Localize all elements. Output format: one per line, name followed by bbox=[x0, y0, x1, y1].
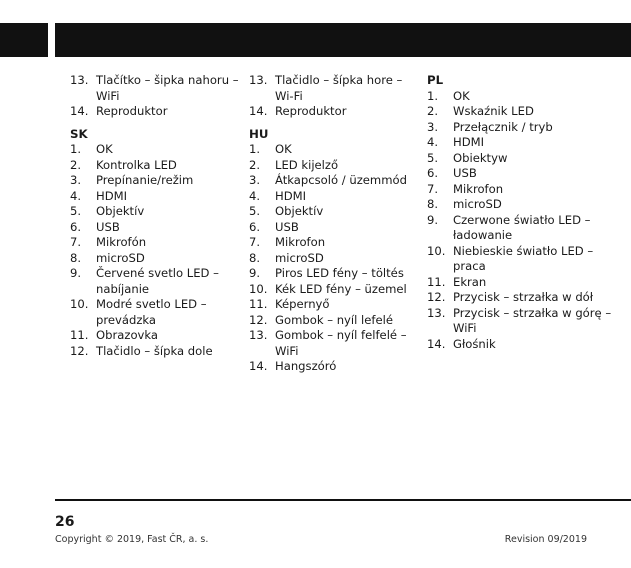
item-number: 9. bbox=[70, 266, 82, 280]
list-item bbox=[427, 89, 627, 105]
item-text: Piros LED fény – töltés bbox=[275, 266, 404, 280]
list-item bbox=[70, 158, 240, 174]
item-number: 2. bbox=[427, 104, 439, 118]
item-text: Prepínanie/režim bbox=[96, 173, 194, 187]
item-number: 6. bbox=[70, 219, 82, 234]
list-item bbox=[70, 266, 240, 297]
list-item bbox=[249, 297, 419, 313]
item-number: 3. bbox=[427, 119, 439, 134]
item-number: 1. bbox=[70, 142, 82, 156]
item-text: Mikrofon bbox=[453, 181, 504, 196]
item-number: 11. bbox=[427, 274, 446, 289]
item-text: USB bbox=[96, 219, 120, 234]
item-number: 1. bbox=[427, 88, 439, 103]
item-text: USB bbox=[453, 166, 477, 180]
list-item bbox=[70, 73, 240, 104]
item-number: 6. bbox=[427, 166, 439, 180]
item-text: Obiektyw bbox=[453, 150, 508, 165]
item-number: 8. bbox=[427, 197, 439, 211]
list-item bbox=[427, 306, 627, 337]
item-number: 3. bbox=[249, 173, 261, 187]
item-text: OK bbox=[96, 142, 113, 156]
item-text: Tlačidlo – šípka hore – Wi-Fi bbox=[275, 73, 403, 103]
list-item bbox=[427, 290, 627, 306]
item-number: 4. bbox=[427, 135, 439, 149]
item-text: Reproduktor bbox=[275, 104, 347, 118]
list-item bbox=[249, 282, 419, 298]
list-item bbox=[249, 104, 419, 120]
header-bar bbox=[55, 23, 631, 57]
item-text: Mikrofón bbox=[96, 235, 147, 249]
list-item bbox=[70, 189, 240, 205]
list-item bbox=[70, 104, 240, 120]
item-number: 12. bbox=[427, 290, 446, 304]
header-bar-left bbox=[0, 23, 48, 57]
list-item bbox=[427, 151, 627, 167]
list-item bbox=[249, 266, 419, 282]
item-text: microSD bbox=[275, 250, 324, 265]
item-text: Tlačítko – šipka nahoru – WiFi bbox=[96, 73, 239, 103]
list-item bbox=[70, 204, 240, 220]
item-number: 14. bbox=[70, 104, 89, 118]
item-number: 4. bbox=[249, 188, 261, 203]
item-number: 13. bbox=[70, 73, 89, 87]
list-item bbox=[70, 235, 240, 251]
item-number: 10. bbox=[70, 297, 89, 311]
list-item bbox=[427, 166, 627, 182]
item-text: Obrazovka bbox=[96, 328, 159, 342]
item-number: 8. bbox=[70, 250, 82, 265]
item-text: Átkapcsoló / üzemmód bbox=[275, 173, 407, 187]
item-number: 4. bbox=[70, 188, 82, 203]
item-text: Objektív bbox=[96, 204, 145, 218]
item-number: 13. bbox=[249, 73, 268, 87]
item-text: Reproduktor bbox=[96, 104, 168, 118]
list-item bbox=[427, 120, 627, 136]
item-text: Gombok – nyíl lefelé bbox=[275, 312, 393, 327]
list-item bbox=[249, 204, 419, 220]
item-number: 6. bbox=[249, 219, 261, 234]
item-number: 1. bbox=[249, 142, 261, 156]
item-text: OK bbox=[453, 88, 470, 103]
list-item bbox=[427, 337, 627, 353]
item-number: 10. bbox=[427, 243, 446, 258]
item-number: 13. bbox=[427, 305, 446, 320]
item-number: 5. bbox=[70, 204, 82, 218]
item-text: Czerwone światło LED – ładowanie bbox=[453, 212, 591, 242]
item-number: 3. bbox=[70, 173, 82, 187]
list-item bbox=[70, 297, 240, 328]
list-item bbox=[427, 197, 627, 213]
list-item bbox=[249, 313, 419, 329]
item-number: 14. bbox=[249, 104, 268, 118]
revision-text: Revision 09/2019 bbox=[504, 534, 587, 545]
item-text: HDMI bbox=[96, 188, 128, 203]
item-number: 7. bbox=[249, 235, 261, 249]
item-number: 7. bbox=[70, 235, 82, 249]
list-item bbox=[249, 328, 419, 359]
item-text: LED kijelző bbox=[275, 157, 339, 172]
item-text: Mikrofon bbox=[275, 235, 326, 249]
list-item bbox=[249, 73, 419, 104]
list-item bbox=[70, 173, 240, 189]
item-number: 2. bbox=[70, 157, 82, 172]
item-number: 7. bbox=[427, 181, 439, 196]
item-text: Képernyő bbox=[275, 297, 330, 311]
list-item bbox=[70, 220, 240, 236]
copyright-text: Copyright © 2019, Fast ČR, a. s. bbox=[55, 534, 209, 545]
list-item bbox=[249, 189, 419, 205]
item-number: 13. bbox=[249, 328, 268, 342]
item-text: Niebieskie światło LED – praca bbox=[453, 243, 594, 273]
item-text: Przełącznik / tryb bbox=[453, 119, 553, 134]
item-text: HDMI bbox=[275, 188, 307, 203]
item-number: 10. bbox=[249, 281, 268, 296]
item-number: 5. bbox=[249, 204, 261, 218]
item-text: USB bbox=[275, 219, 299, 234]
item-text: Objektív bbox=[275, 204, 324, 218]
list-item bbox=[70, 251, 240, 267]
item-number: 12. bbox=[70, 343, 89, 358]
section-heading-hu: HU bbox=[249, 126, 269, 141]
item-text: Przycisk – strzałka w dół bbox=[453, 290, 594, 304]
list-item bbox=[249, 158, 419, 174]
list-item bbox=[249, 220, 419, 236]
item-text: Kék LED fény – üzemel bbox=[275, 281, 407, 296]
item-text: microSD bbox=[453, 197, 502, 211]
list-item bbox=[249, 235, 419, 251]
item-number: 5. bbox=[427, 150, 439, 165]
list-item bbox=[427, 275, 627, 291]
list-item bbox=[249, 359, 419, 375]
item-text: Gombok – nyíl felfelé – WiFi bbox=[275, 328, 407, 358]
list-item bbox=[427, 244, 627, 275]
item-number: 11. bbox=[249, 297, 268, 311]
list-item bbox=[249, 173, 419, 189]
item-number: 2. bbox=[249, 157, 261, 172]
item-text: Červené svetlo LED – nabíjanie bbox=[96, 266, 219, 296]
item-text: Przycisk – strzałka w górę – WiFi bbox=[453, 305, 612, 335]
item-number: 9. bbox=[249, 266, 261, 280]
footer-divider bbox=[55, 499, 631, 501]
list-item bbox=[427, 104, 627, 120]
item-number: 12. bbox=[249, 312, 268, 327]
item-text: HDMI bbox=[453, 135, 485, 149]
list-item bbox=[70, 328, 240, 344]
item-number: 8. bbox=[249, 250, 261, 265]
item-number: 14. bbox=[249, 359, 268, 373]
item-text: Głośnik bbox=[453, 336, 496, 351]
list-item bbox=[70, 142, 240, 158]
item-number: 14. bbox=[427, 336, 446, 351]
section-heading-pl: PL bbox=[427, 73, 444, 87]
list-item bbox=[249, 251, 419, 267]
item-number: 9. bbox=[427, 212, 439, 227]
item-number: 11. bbox=[70, 328, 89, 342]
list-item bbox=[427, 182, 627, 198]
column-3 bbox=[427, 73, 627, 352]
item-text: Modré svetlo LED – prevádzka bbox=[96, 297, 207, 327]
column-1 bbox=[70, 73, 240, 359]
item-text: Hangszóró bbox=[275, 359, 337, 373]
item-text: Kontrolka LED bbox=[96, 157, 177, 172]
item-text: OK bbox=[275, 142, 292, 156]
page-number: 26 bbox=[55, 514, 75, 530]
list-item bbox=[70, 344, 240, 360]
item-text: Ekran bbox=[453, 274, 487, 289]
item-text: Wskaźnik LED bbox=[453, 104, 534, 118]
column-2 bbox=[249, 73, 419, 375]
item-text: Tlačidlo – šípka dole bbox=[96, 343, 213, 358]
section-heading-sk: SK bbox=[70, 126, 88, 141]
list-item bbox=[427, 213, 627, 244]
item-text: microSD bbox=[96, 250, 145, 265]
list-item bbox=[427, 135, 627, 151]
list-item bbox=[249, 142, 419, 158]
